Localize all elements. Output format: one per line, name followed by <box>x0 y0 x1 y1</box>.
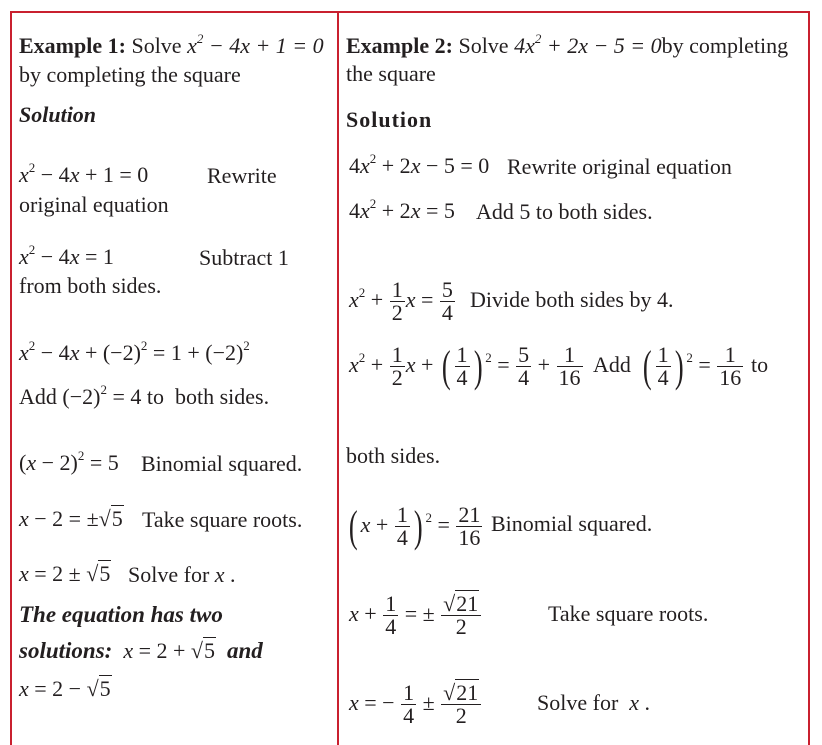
step6-equation: x = 2 ± √5 <box>19 561 111 586</box>
example-2-label: Example 2: <box>346 33 453 58</box>
r-step7-note: Solve for x . <box>537 690 651 715</box>
table-left-border <box>10 11 12 745</box>
example-2-heading: Example 2: Solve $4x^2 + 2x - 5 = 0by$ completing <box>346 31 789 58</box>
example-2-equation: $4x^2 + 2x - 5 = 0$ <box>514 31 662 58</box>
step1-equation: $x^2 - 4x + 1 = 0$ <box>19 160 149 187</box>
step5-equation: x − 2 = ±√5 <box>19 506 123 531</box>
r-step5-note: Binomial squared. <box>491 511 653 536</box>
example-1-heading: Example 1: Solve $x^2 - 4x + 1 = 0$ <box>19 31 324 58</box>
example-2-heading-line2: the square <box>346 61 436 86</box>
r-step2-note: Add 5 to both sides. <box>476 199 653 224</box>
r-step3-note: Divide both sides by 4. <box>470 287 674 312</box>
step2-note: Subtract 1 <box>199 245 289 270</box>
example-1-solution-heading: Solution <box>19 102 97 127</box>
step2-note-cont: from both sides. <box>19 273 162 298</box>
step4-note: Binomial squared. <box>141 451 303 476</box>
example-2-solution-heading: Solution <box>346 107 433 132</box>
conclusion-line1: The equation has two <box>19 602 223 627</box>
r-step2-equation: $4x^2 + 2x = 5$ <box>349 196 455 223</box>
conclusion-line2: solutions: x = 2 + √5 and <box>19 638 263 663</box>
step2-equation: $x^2 - 4x = 1$ <box>19 242 114 269</box>
r-step7-equation: x = − $\frac{1}{4}$ ± $\frac{√21}{2}$ <box>349 675 482 731</box>
r-step3-equation: $x^2$ + $\frac{1}{2}$ x = $\frac{5}{4}$ <box>349 277 453 326</box>
example-1-label: Example 1: <box>19 33 126 58</box>
r-step4-note-cont: both sides. <box>346 443 441 468</box>
r-step4-equation: $x^2$ + $\frac{1}{2}$ x + ( $\frac{1}{4}$ ) $^2$ = $\frac{5}{4}$ + $\frac{1}{16}$ <box>349 341 581 391</box>
r-step5-equation: ( x + $\frac{1}{4}$ ) $^2$ = $\frac{21}{16}$ <box>348 501 481 551</box>
r-step6-equation: x + $\frac{1}{4}$ = ± $\frac{√21}{2}$ <box>349 586 482 642</box>
r-step4-to: to <box>751 352 769 377</box>
step3-note: Add $(-2)^2 = 4$ to both sides. <box>19 382 270 409</box>
r-step4-note: Add <box>593 352 631 377</box>
step1-note: Rewrite <box>207 163 277 188</box>
step6-note: Solve for x . <box>128 562 236 587</box>
table-right-border <box>808 11 810 745</box>
example-1-heading-line2: by completing the square <box>19 62 241 87</box>
step1-note-cont: original equation <box>19 192 169 217</box>
column-divider <box>337 11 339 745</box>
example-1-equation: $x^2 - 4x + 1 = 0$ <box>187 31 324 58</box>
conclusion-line3: x = 2 − √5 <box>19 676 111 701</box>
r-step6-note: Take square roots. <box>548 601 709 626</box>
step4-equation: $(x - 2)^2 = 5$ <box>19 448 119 475</box>
r-step1-note: Rewrite original equation <box>507 154 732 179</box>
r-step4-added-term: ( $\frac{1}{4}$ ) $^2$ = $\frac{1}{16}$ <box>642 341 742 391</box>
table-top-border <box>10 11 810 13</box>
step3-equation: $x^2 - 4x + (-2)^2 = 1 + (-2)^2$ <box>19 338 250 365</box>
r-step1-equation: $4x^2 + 2x - 5 = 0$ <box>349 151 490 178</box>
step5-note: Take square roots. <box>142 507 303 532</box>
